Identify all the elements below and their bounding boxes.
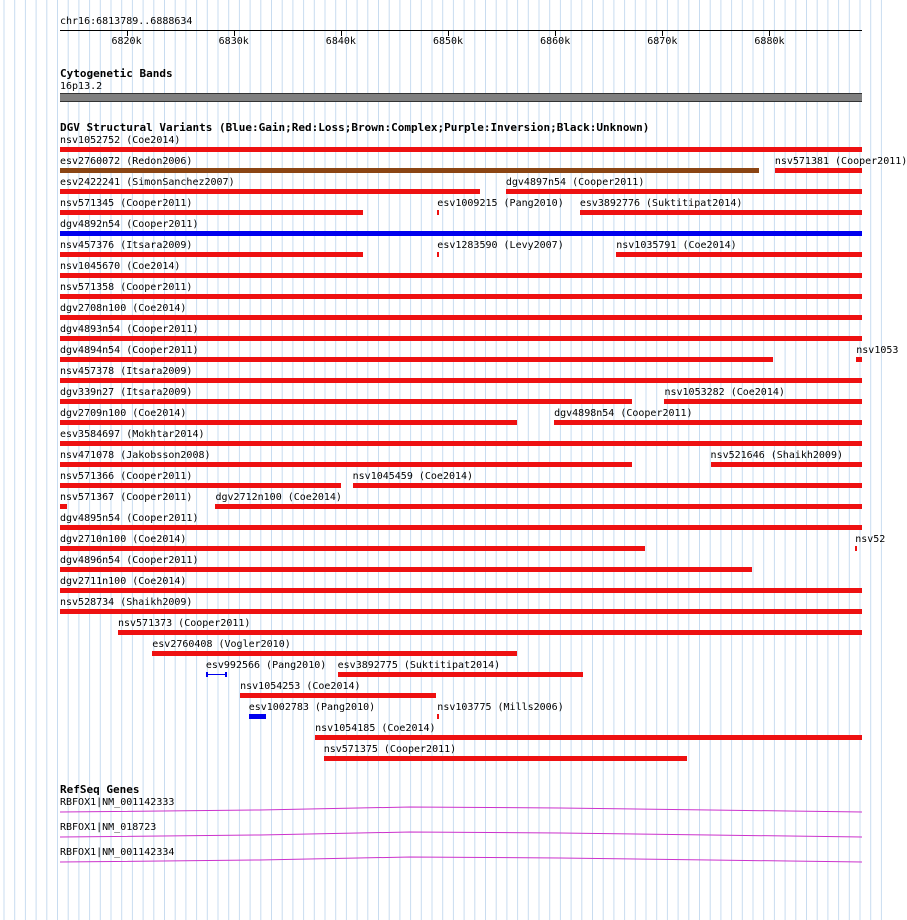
variant-feature-bar[interactable] [249,714,266,719]
variant-label: nsv471078 (Jakobsson2008) [60,450,211,461]
variant-label: nsv1045670 (Coe2014) [60,261,181,272]
variant-feature-bar[interactable] [664,399,862,404]
position-label: chr16:6813789..6888634 [60,16,193,27]
gene-model[interactable] [60,855,862,863]
variant-feature-bar[interactable] [240,693,436,698]
ruler-tick-label: 6830k [218,36,249,47]
ruler-tick-label: 6870k [647,36,678,47]
variant-label: esv2760408 (Vogler2010) [152,639,291,650]
gene-label: RBFOX1|NM_001142333 [60,797,175,808]
variant-feature-bar[interactable] [554,420,862,425]
variant-label: dgv4896n54 (Cooper2011) [60,555,199,566]
variant-feature-bar[interactable] [60,147,862,152]
variant-feature-bar[interactable] [60,315,862,320]
variant-feature-bar[interactable] [60,357,773,362]
variant-label: esv1283590 (Levy2007) [437,240,564,251]
variant-label: nsv521646 (Shaikh2009) [710,450,843,461]
variant-feature-bar[interactable] [711,462,862,467]
variant-feature-bar[interactable] [856,357,862,362]
variant-feature-bar[interactable] [60,525,862,530]
cytoband-name: 16p13.2 [60,81,103,92]
variant-label: nsv571381 (Cooper2011) [774,156,907,167]
variant-feature-bar[interactable] [118,630,862,635]
variant-label: dgv4898n54 (Cooper2011) [554,408,693,419]
variant-label: dgv2709n100 (Coe2014) [60,408,187,419]
variant-label: nsv52 [855,534,886,545]
variant-feature-bar[interactable] [324,756,688,761]
variant-label: nsv1053 [856,345,899,356]
ruler-tick-label: 6860k [540,36,571,47]
variant-feature-bar[interactable] [60,462,632,467]
variant-feature-bar[interactable] [60,378,862,383]
gene-model[interactable] [60,830,862,838]
variant-label: nsv571345 (Cooper2011) [60,198,193,209]
variant-feature-bar[interactable] [60,441,862,446]
variant-feature-bar[interactable] [60,483,341,488]
variant-label: esv3892776 (Suktitipat2014) [579,198,743,209]
gene-intron-line [60,807,862,812]
variant-label: esv3584697 (Mokhtar2014) [60,429,205,440]
ruler-axis [60,30,862,31]
variant-label: dgv4894n54 (Cooper2011) [60,345,199,356]
variant-feature-bar[interactable] [616,252,862,257]
variant-label: dgv4892n54 (Cooper2011) [60,219,199,230]
variant-feature-bar[interactable] [60,231,862,236]
variant-label: dgv2710n100 (Coe2014) [60,534,187,545]
variant-label: nsv1054253 (Coe2014) [240,681,361,692]
gene-label: RBFOX1|NM_018723 [60,822,157,833]
variant-feature-bar[interactable] [437,210,439,215]
cytoband-16p13.2[interactable] [60,93,862,102]
dgv-track-title: DGV Structural Variants (Blue:Gain;Red:Loss;Brown:Complex;Purple:Inversion;Black:Unknown) [60,121,650,134]
variant-label: nsv571367 (Cooper2011) [60,492,193,503]
ruler-tick-label: 6880k [754,36,785,47]
variant-label: nsv457376 (Itsara2009) [60,240,193,251]
variant-label: nsv1054185 (Coe2014) [315,723,436,734]
variant-label: nsv103775 (Mills2006) [437,702,564,713]
variant-feature-bar[interactable] [506,189,862,194]
gene-intron-line [60,832,862,837]
variant-label: nsv1053282 (Coe2014) [664,387,785,398]
variant-feature-bar[interactable] [60,609,862,614]
variant-feature-interval[interactable] [206,672,227,677]
variant-feature-bar[interactable] [60,336,862,341]
variant-label: nsv1035791 (Coe2014) [616,240,737,251]
variant-feature-bar[interactable] [60,567,752,572]
variant-feature-bar[interactable] [338,672,583,677]
variant-feature-bar[interactable] [60,588,862,593]
variant-label: esv3892775 (Suktitipat2014) [337,660,501,671]
variant-label: nsv1052752 (Coe2014) [60,135,181,146]
variant-label: dgv2708n100 (Coe2014) [60,303,187,314]
ruler-tick-label: 6850k [432,36,464,47]
variant-label: dgv4893n54 (Cooper2011) [60,324,199,335]
variant-feature-bar[interactable] [152,651,517,656]
gene-model[interactable] [60,805,862,813]
variant-feature-bar[interactable] [60,420,517,425]
variant-feature-bar[interactable] [60,273,862,278]
refseq-track-title: RefSeq Genes [60,783,140,796]
variant-label: dgv4897n54 (Cooper2011) [505,177,645,188]
variant-feature-bar[interactable] [60,189,480,194]
ruler-tick-label: 6820k [111,36,142,47]
variant-label: nsv1045459 (Coe2014) [352,471,474,482]
variant-feature-bar[interactable] [437,252,439,257]
ruler-tick-label: 6840k [325,36,356,47]
variant-feature-bar[interactable] [60,399,632,404]
variant-label: esv2760072 (Redon2006) [60,156,193,167]
variant-feature-bar[interactable] [60,168,759,173]
variant-feature-bar[interactable] [60,210,363,215]
variant-feature-bar[interactable] [855,546,857,551]
variant-feature-bar[interactable] [215,504,862,509]
variant-feature-bar[interactable] [60,504,67,509]
variant-label: nsv571366 (Cooper2011) [60,471,193,482]
variant-label: nsv571373 (Cooper2011) [117,618,251,629]
variant-label: nsv571375 (Cooper2011) [323,744,457,755]
variant-feature-bar[interactable] [60,294,862,299]
variant-feature-bar[interactable] [437,714,439,719]
variant-label: dgv4895n54 (Cooper2011) [60,513,199,524]
variant-label: nsv457378 (Itsara2009) [60,366,193,377]
variant-label: dgv2711n100 (Coe2014) [60,576,187,587]
variant-label: esv2422241 (SimonSanchez2007) [60,177,235,188]
variant-label: esv1009215 (Pang2010) [437,198,564,209]
variant-feature-bar[interactable] [353,483,862,488]
variant-label: esv992566 (Pang2010) [205,660,327,671]
cytoband-track-title: Cytogenetic Bands [60,67,173,80]
variant-feature-bar[interactable] [60,252,363,257]
variant-feature-bar[interactable] [775,168,862,173]
variant-label: dgv339n27 (Itsara2009) [60,387,193,398]
gene-label: RBFOX1|NM_001142334 [60,847,175,858]
variant-label: nsv571358 (Cooper2011) [60,282,193,293]
variant-label: dgv2712n100 (Coe2014) [215,492,342,503]
variant-feature-bar[interactable] [315,735,862,740]
variant-feature-bar[interactable] [60,546,645,551]
variant-label: nsv528734 (Shaikh2009) [60,597,193,608]
variant-feature-bar[interactable] [580,210,862,215]
gene-intron-line [60,857,862,862]
variant-label: esv1002783 (Pang2010) [248,702,376,713]
